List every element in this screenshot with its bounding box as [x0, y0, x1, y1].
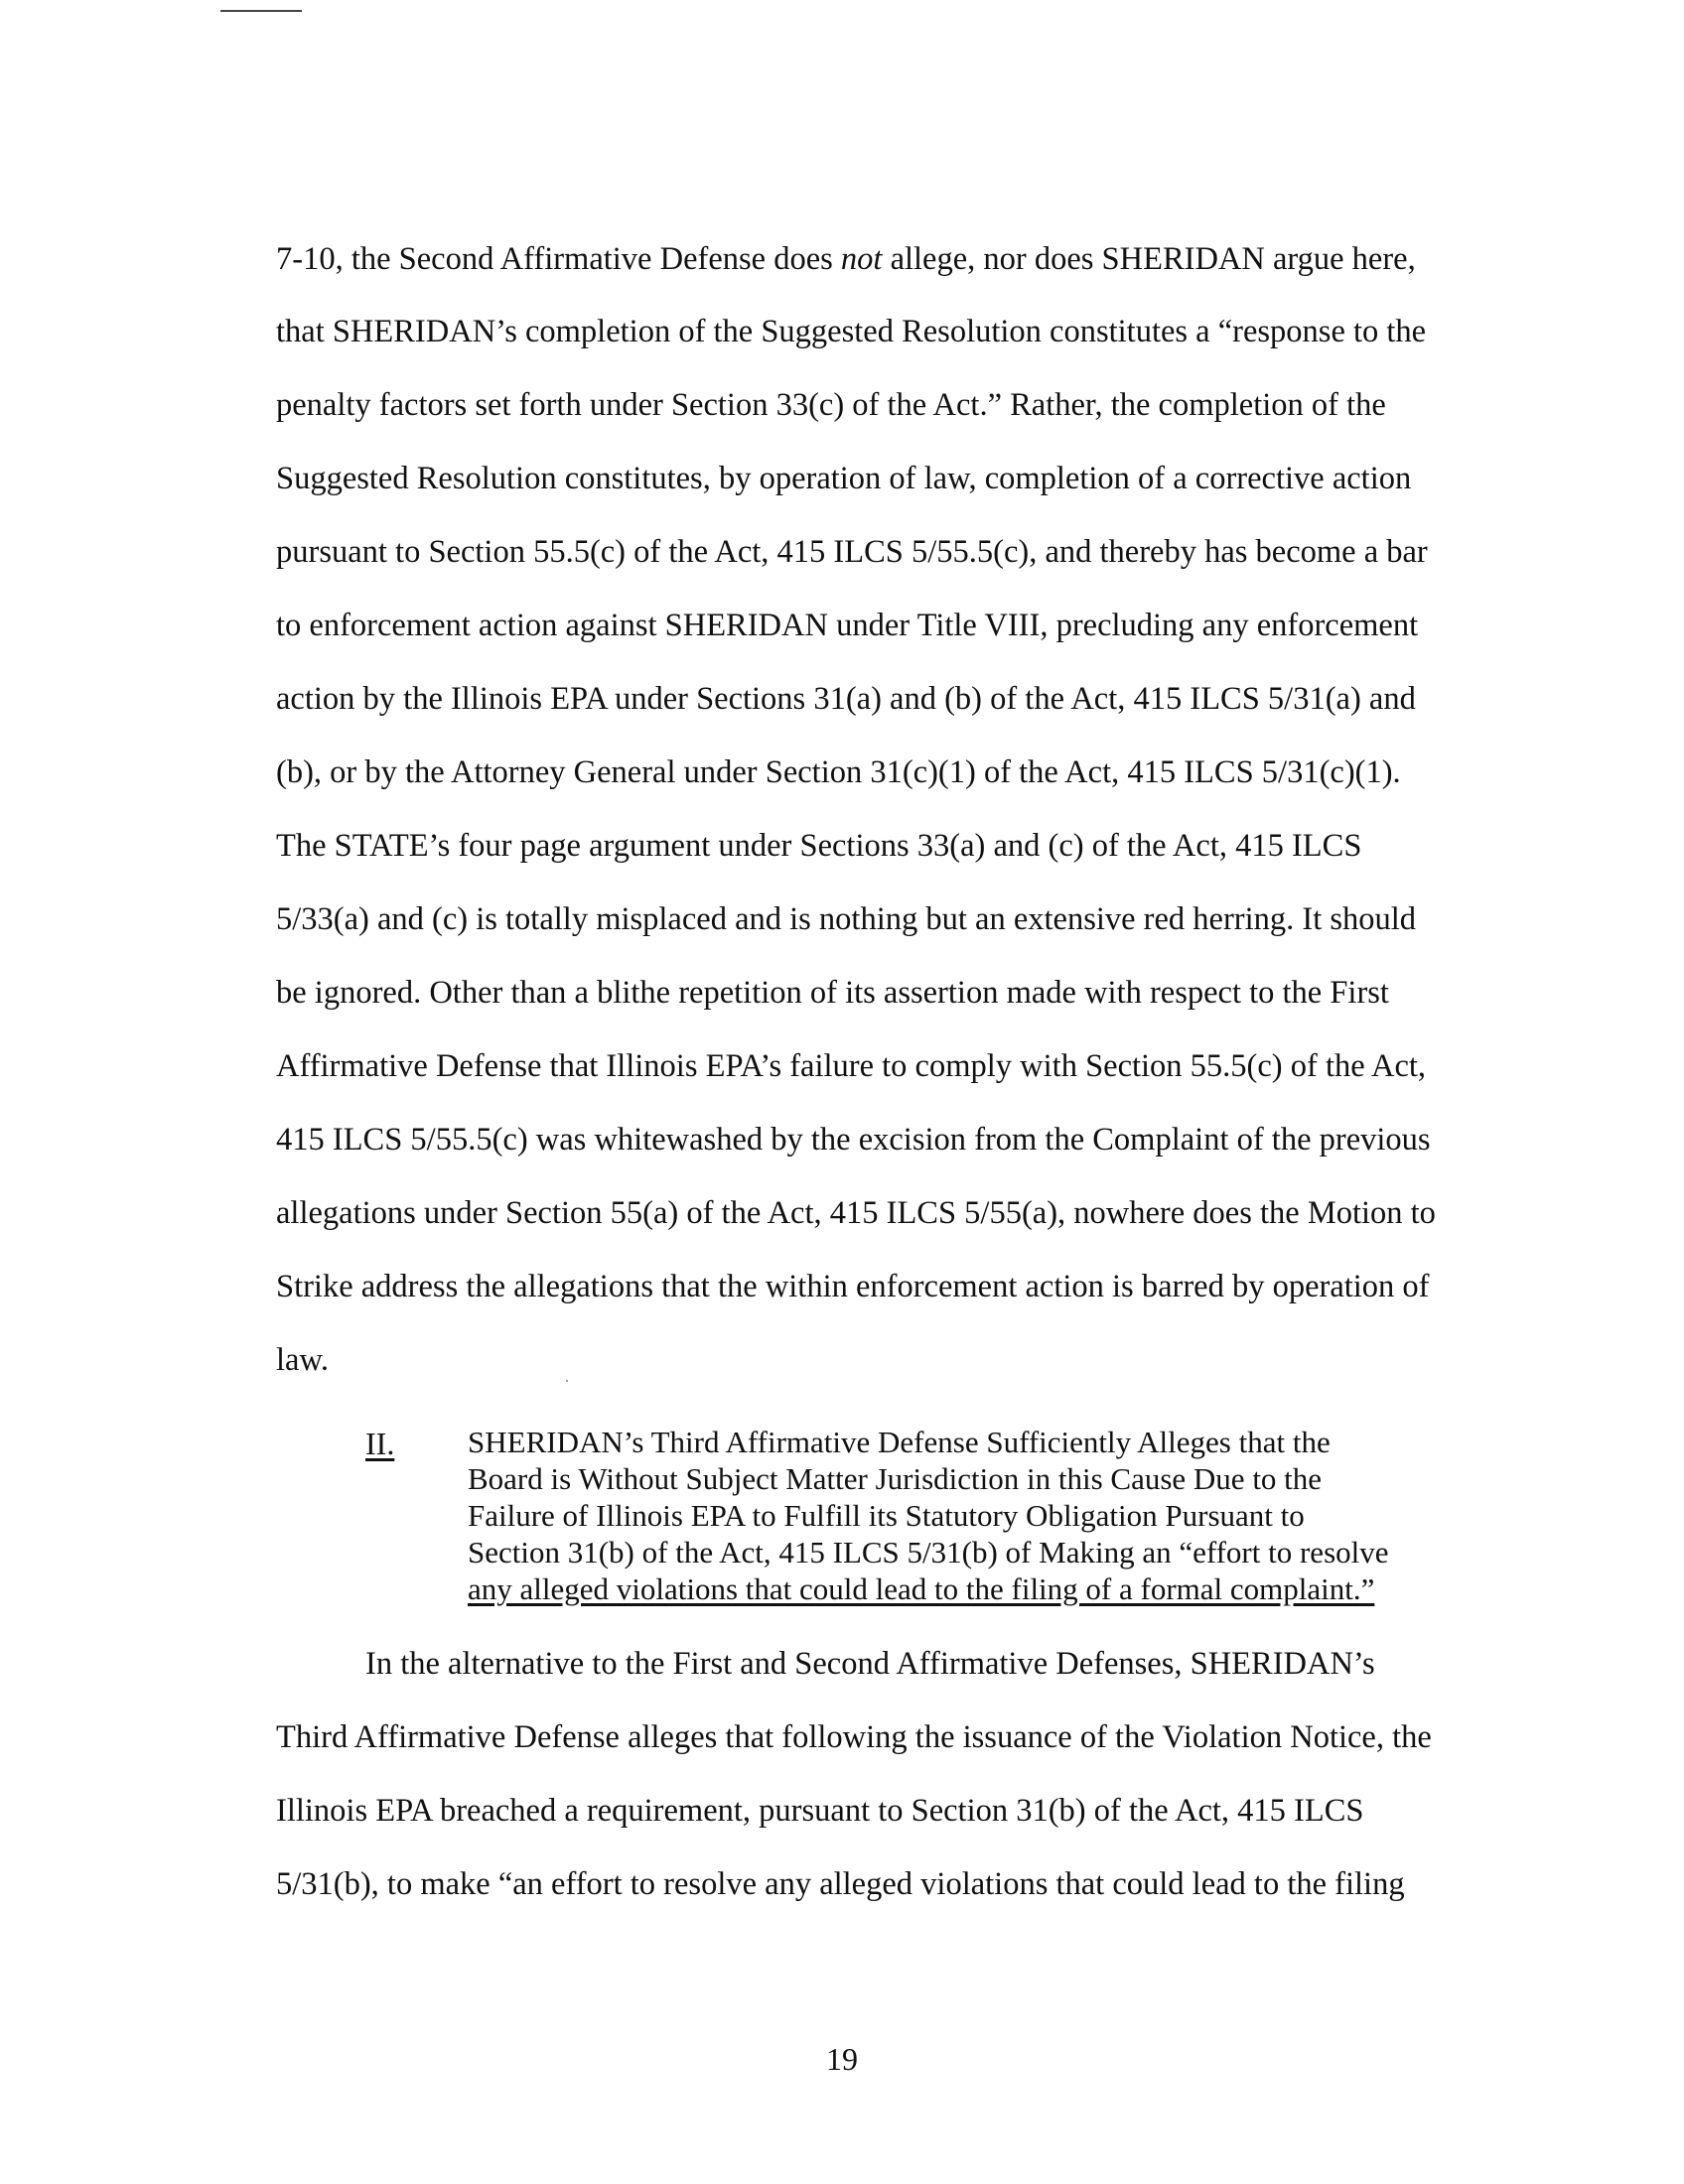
section-heading-line-1: SHERIDAN’s Third Affirmative Defense Sufficiently Alleges that the [468, 1425, 1331, 1459]
paragraph-1-line-1 [276, 239, 1416, 279]
paragraph-1-line-7: action by the Illinois EPA under Sections 31(a) and (b) of the Act, 415 ILCS 5/31(a) and [276, 681, 1416, 717]
paragraph-2-line-1: In the alternative to the First and Second Affirmative Defenses, SHERIDAN’s [365, 1646, 1375, 1682]
section-heading-line-4: Section 31(b) of the Act, 415 ILCS 5/31(b) of Making an “effort to resolve [468, 1535, 1389, 1570]
line-text-pre: 7-10, the Second Affirmative Defense does [276, 241, 841, 277]
top-rule [220, 10, 302, 12]
section-heading-line-2: Board is Without Subject Matter Jurisdiction in this Cause Due to the [468, 1461, 1323, 1496]
section-number: II. [365, 1426, 395, 1461]
paragraph-1-line-14: allegations under Section 55(a) of the Act, 415 ILCS 5/55(a), nowhere does the Motion to [276, 1195, 1436, 1231]
paragraph-2-line-3: Illinois EPA breached a requirement, pursuant to Section 31(b) of the Act, 415 ILCS [276, 1793, 1364, 1829]
paragraph-1-line-5: pursuant to Section 55.5(c) of the Act, 415 ILCS 5/55.5(c), and thereby has become a bar [276, 534, 1428, 570]
paragraph-1-line-6: to enforcement action against SHERIDAN under Title VIII, precluding any enforcement [276, 608, 1419, 643]
line-text-post: allege, nor does SHERIDAN argue here, [882, 241, 1416, 277]
paragraph-1-line-9: The STATE’s four page argument under Sections 33(a) and (c) of the Act, 415 ILCS [276, 828, 1362, 864]
paragraph-2-line-4: 5/31(b), to make “an effort to resolve any alleged violations that could lead to the filing [276, 1866, 1405, 1902]
paragraph-1-line-13: 415 ILCS 5/55.5(c) was whitewashed by the excision from the Complaint of the previous [276, 1122, 1431, 1158]
paragraph-1-line-16: law. [276, 1342, 329, 1378]
paragraph-1-line-3: penalty factors set forth under Section 33(c) of the Act.” Rather, the completion of the [276, 387, 1386, 423]
section-heading-line-3: Failure of Illinois EPA to Fulfill its Statutory Obligation Pursuant to [468, 1498, 1305, 1533]
paragraph-1-line-2: that SHERIDAN’s completion of the Suggested Resolution constitutes a “response to the [276, 314, 1427, 349]
paragraph-1-line-10: 5/33(a) and (c) is totally misplaced and is nothing but an extensive red herring. It should [276, 901, 1417, 937]
section-heading-line-5: any alleged violations that could lead to the filing of a formal complaint.” [468, 1571, 1375, 1606]
paragraph-1-line-15: Strike address the allegations that the within enforcement action is barred by operation of [276, 1269, 1430, 1304]
paragraph-1-line-12: Affirmative Defense that Illinois EPA’s failure to comply with Section 55.5(c) of the Act, [276, 1048, 1427, 1084]
scan-speck [566, 1380, 568, 1382]
paragraph-1-line-8: (b), or by the Attorney General under Section 31(c)(1) of the Act, 415 ILCS 5/31(c)(1). [276, 754, 1401, 790]
page-number: 19 [826, 2041, 858, 2077]
paragraph-1-line-11: be ignored. Other than a blithe repetition of its assertion made with respect to the First [276, 975, 1389, 1011]
paragraph-1-line-4: Suggested Resolution constitutes, by operation of law, completion of a corrective action [276, 461, 1412, 496]
emphasis-not: not [840, 241, 883, 277]
paragraph-2-line-2: Third Affirmative Defense alleges that following the issuance of the Violation Notice, the [276, 1719, 1432, 1755]
